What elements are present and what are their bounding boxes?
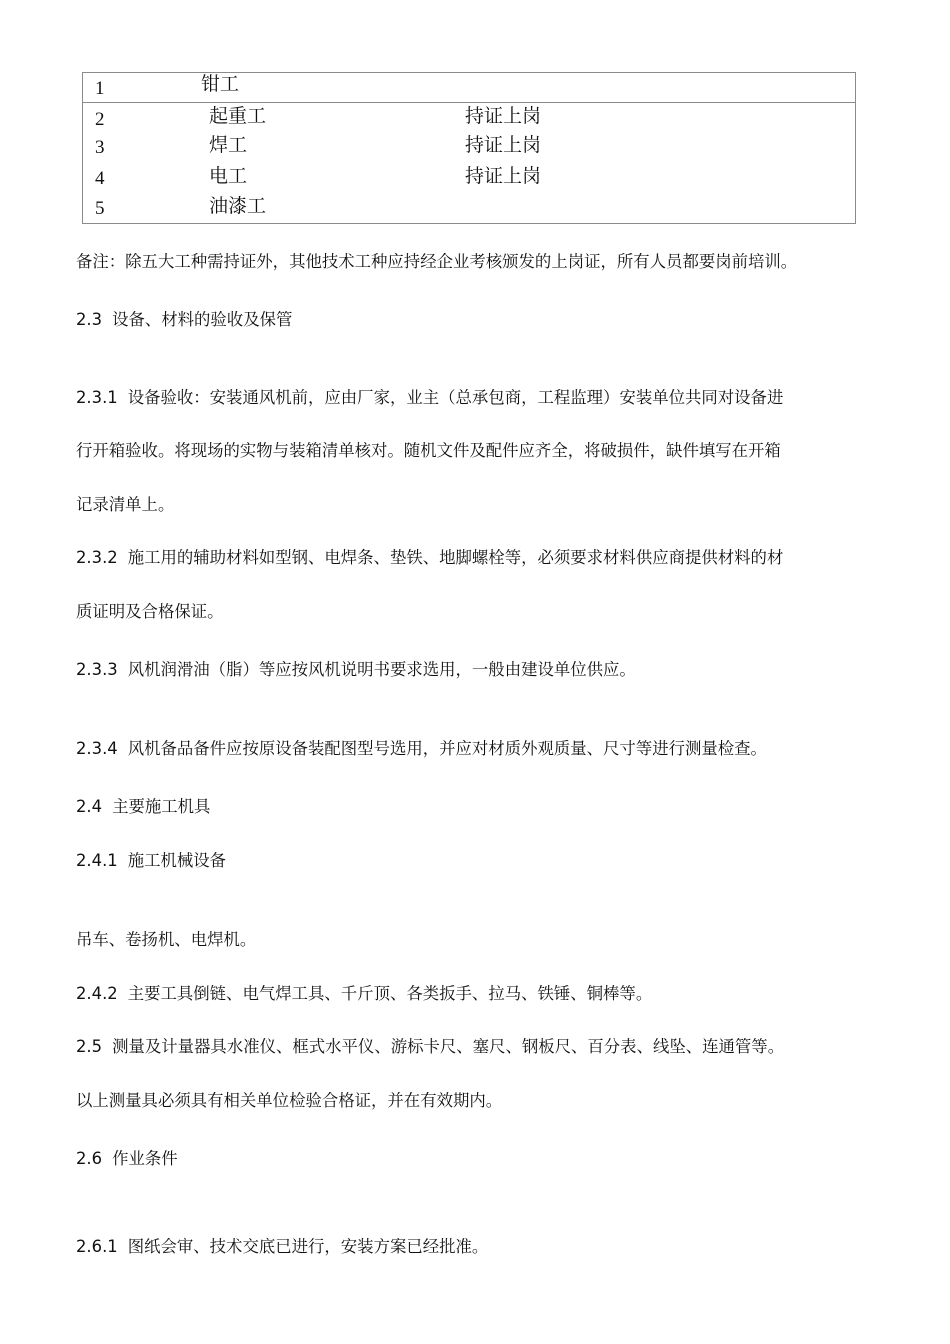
paragraph-2-3-1-line-1: [76, 387, 783, 409]
paragraph-2-3-1-line-2: 行开箱验收。将现场的实物与装箱清单核对。随机文件及配件应齐全，将破损件，缺件填写在开箱: [76, 441, 781, 460]
section-number: 2.4: [76, 797, 103, 816]
row-1-trade: 钳工: [201, 74, 240, 95]
section-number: 2.4.2: [76, 984, 118, 1003]
section-number: 2.6: [76, 1149, 103, 1168]
paragraph-2-6-1: [76, 1236, 488, 1258]
paragraph-2-5-line-1: [76, 1036, 784, 1058]
paragraph-text: 施工用的辅助材料如型钢、电焊条、垫铁、地脚螺栓等，必须要求材料供应商提供材料的材: [127, 548, 784, 567]
paragraph-text: 图纸会审、技术交底已进行，安装方案已经批准。: [127, 1237, 489, 1256]
section-title: 施工机械设备: [127, 851, 227, 870]
section-number: 2.3: [76, 310, 103, 329]
table-divider: [83, 102, 855, 103]
section-number: 2.5: [76, 1037, 103, 1056]
row-3-trade: 焊工: [209, 135, 248, 156]
paragraph-2-3-3: [76, 659, 636, 681]
section-2-6-heading: [76, 1148, 178, 1170]
row-3-number: 3: [95, 137, 105, 158]
section-number: 2.3.2: [76, 548, 118, 567]
paragraph-2-3-4: [76, 738, 767, 760]
row-5-trade: 油漆工: [209, 196, 267, 217]
section-title: 主要施工机具: [112, 797, 211, 816]
row-4-number: 4: [95, 168, 105, 189]
row-4-note: 持证上岗: [465, 166, 542, 187]
paragraph-text: 主要工具倒链、电气焊工具、千斤顶、各类扳手、拉马、铁锤、铜棒等。: [127, 984, 653, 1003]
paragraph-text: 风机润滑油（脂）等应按风机说明书要求选用，一般由建设单位供应。: [127, 660, 636, 679]
row-2-number: 2: [95, 109, 105, 130]
section-number: 2.3.1: [76, 388, 118, 407]
section-2-4-heading: [76, 796, 210, 818]
paragraph-2-4-2: [76, 983, 652, 1005]
row-2-trade: 起重工: [209, 106, 267, 127]
paragraph-text: 风机备品备件应按原设备装配图型号选用，并应对材质外观质量、尺寸等进行测量检查。: [127, 739, 767, 758]
paragraph-text: 测量及计量器具水准仪、框式水平仪、游标卡尺、塞尺、钢板尺、百分表、线坠、连通管等。: [112, 1037, 785, 1056]
section-number: 2.3.4: [76, 739, 118, 758]
equipment-list: 吊车、卷扬机、电焊机。: [76, 930, 257, 949]
paragraph-2-3-1-line-3: 记录清单上。: [76, 495, 175, 514]
row-1-number: 1: [95, 78, 105, 99]
row-2-note: 持证上岗: [465, 106, 542, 127]
paragraph-text: 设备验收：安装通风机前，应由厂家，业主（总承包商，工程监理）安装单位共同对设备进: [127, 388, 784, 407]
section-number: 2.3.3: [76, 660, 118, 679]
section-2-4-1-heading: [76, 850, 226, 872]
section-2-3-heading: [76, 309, 292, 331]
paragraph-2-3-2-line-2: 质证明及合格保证。: [76, 602, 224, 621]
section-title: 设备、材料的验收及保管: [112, 310, 293, 329]
section-number: 2.6.1: [76, 1237, 118, 1256]
row-4-trade: 电工: [209, 166, 248, 187]
row-3-note: 持证上岗: [465, 135, 542, 156]
section-number: 2.4.1: [76, 851, 118, 870]
remark-note: 备注：除五大工种需持证外，其他技术工种应持经企业考核颁发的上岗证，所有人员都要岗前培训。: [76, 252, 798, 271]
section-title: 作业条件: [112, 1149, 178, 1168]
paragraph-2-3-2-line-1: [76, 547, 783, 569]
row-5-number: 5: [95, 198, 105, 219]
paragraph-2-5-line-2: 以上测量具必须具有相关单位检验合格证，并在有效期内。: [76, 1091, 503, 1110]
